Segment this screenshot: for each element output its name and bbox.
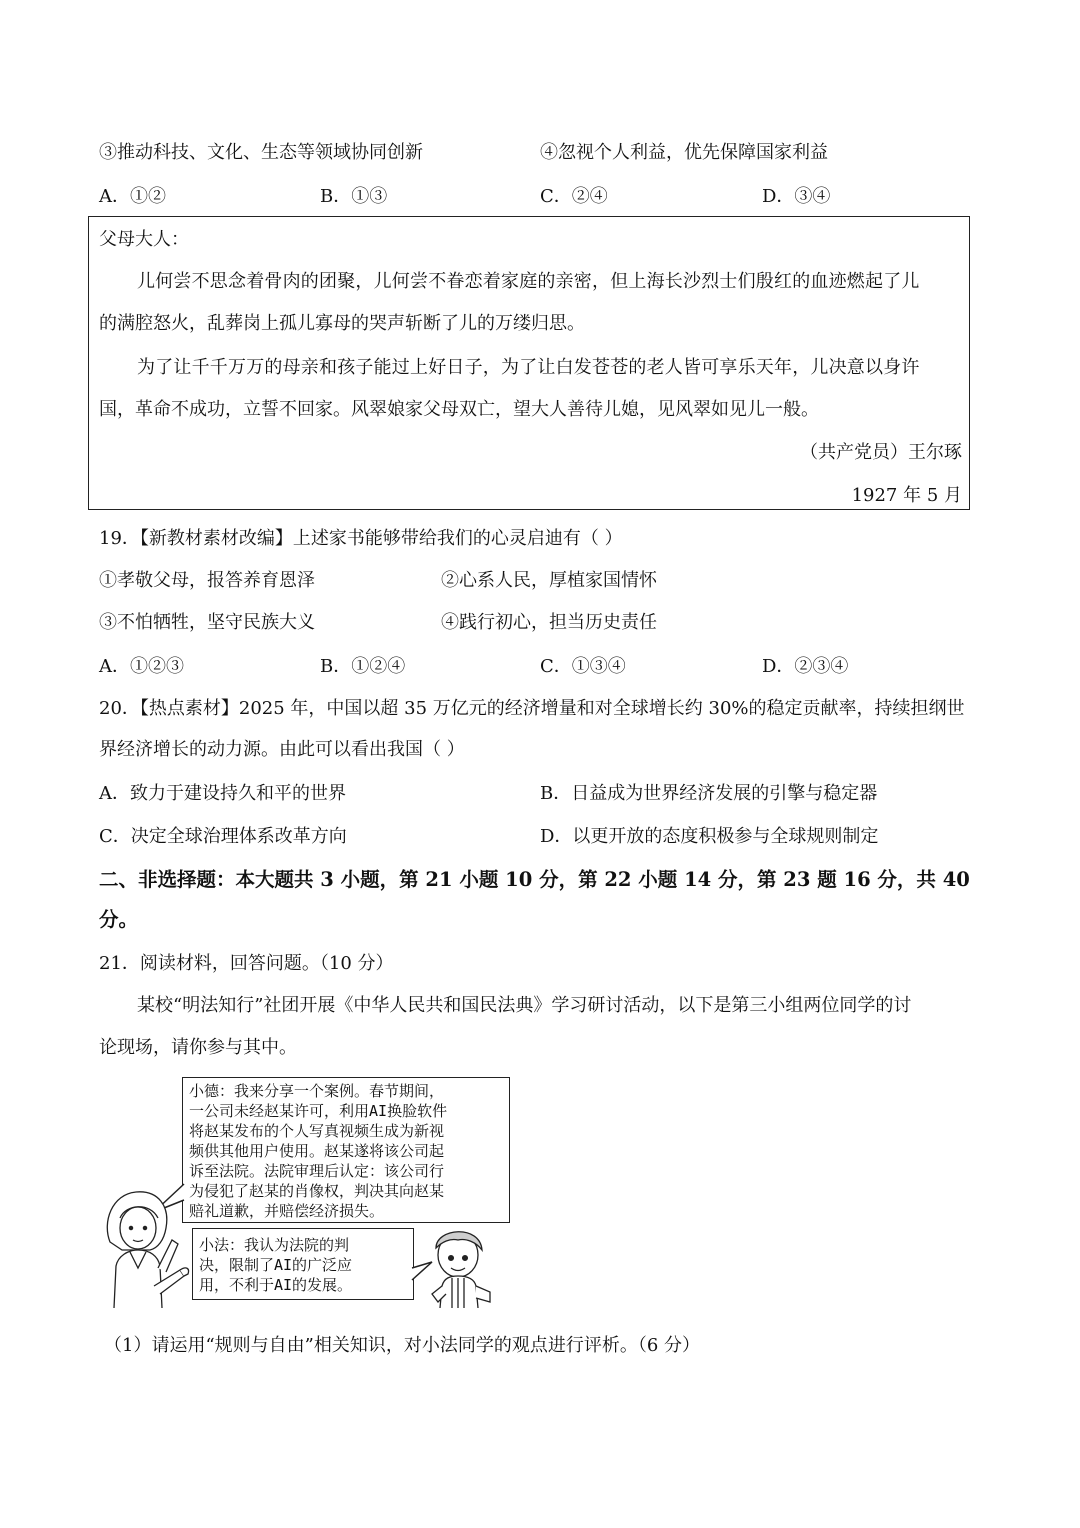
q18-choice-a: A．①② [99, 186, 166, 207]
q18-option-4: ④忽视个人利益，优先保障国家利益 [540, 142, 828, 163]
q21-stem: 21．阅读材料，回答问题。（10 分） [99, 953, 394, 974]
bubble-line: 用，不利于AI的发展。 [199, 1276, 353, 1294]
q18-choice-c: C．②④ [540, 186, 608, 207]
q20-stem-line-1: 20．【热点素材】2025 年，中国以超 35 万亿元的经济增量和对全球增长约 30%的稳定贡献率，持续担纲世 [99, 698, 965, 719]
section-2-heading-line-1: 二、非选择题：本大题共 3 小题，第 21 小题 10 分，第 22 小题 14 分，第 23 题 16 分，共 40 [99, 868, 970, 891]
q20-choice-a: A．致力于建设持久和平的世界 [99, 783, 346, 804]
q20-choice-b: B．日益成为世界经济发展的引擎与稳定器 [540, 783, 878, 804]
bubble-tail-xiaofa [412, 1262, 432, 1280]
q18-choice-b: B．①③ [320, 186, 388, 207]
q19-stem: 19．【新教材素材改编】上述家书能够带给我们的心灵启迪有（ ） [99, 528, 623, 549]
q18-option-3: ③推动科技、文化、生态等领域协同创新 [99, 142, 423, 163]
q20-stem-line-2: 界经济增长的动力源。由此可以看出我国（ ） [99, 739, 465, 760]
letter-paragraph-2-line-1: 为了让千千万万的母亲和孩子能过上好日子，为了让白发苍苍的老人皆可享乐天年，儿决意以身许 [137, 357, 920, 378]
q19-option-1: ①孝敬父母，报答养育恩泽 [99, 570, 315, 591]
bubble-line: 一公司未经赵某许可，利用AI换脸软件 [189, 1102, 448, 1120]
q21-intro-line-2: 论现场，请你参与其中。 [99, 1037, 297, 1058]
letter-paragraph-1-line-2: 的满腔怒火，乱葬岗上孤儿寡母的哭声斩断了儿的万缕归思。 [99, 313, 585, 334]
q19-choice-a: A．①②③ [99, 656, 184, 677]
bubble-line: 决，限制了AI的广泛应 [199, 1256, 353, 1274]
q19-choice-d: D．②③④ [762, 656, 849, 677]
q19-option-3: ③不怕牺牲，坚守民族大义 [99, 612, 315, 633]
bubble-line: 小法：我认为法院的判 [199, 1236, 350, 1254]
letter-salutation: 父母大人： [99, 229, 189, 250]
bubble-line: 将赵某发布的个人写真视频生成为新视 [189, 1122, 445, 1140]
bubble-line: 频供其他用户使用。赵某遂将该公司起 [189, 1142, 445, 1160]
q21-illustration [100, 1072, 520, 1308]
boy-figure-icon [432, 1232, 490, 1308]
cartoon-figures [100, 1072, 520, 1308]
q19-choice-c: C．①③④ [540, 656, 626, 677]
q20-choice-c: C．决定全球治理体系改革方向 [99, 826, 347, 847]
q21-subquestion-1: （1）请运用“规则与自由”相关知识，对小法同学的观点进行评析。（6 分） [104, 1335, 701, 1356]
q18-choice-d: D．③④ [762, 186, 831, 207]
bubble-line: 为侵犯了赵某的肖像权，判决其向赵某 [189, 1182, 445, 1200]
q19-choice-b: B．①②④ [320, 656, 406, 677]
bubble-line: 赔礼道歉，并赔偿经济损失。 [189, 1202, 385, 1220]
letter-paragraph-1-line-1: 儿何尝不思念着骨肉的团聚，儿何尝不眷恋着家庭的亲密，但上海长沙烈士们殷红的血迹燃起了儿 [137, 271, 920, 292]
q20-choice-d: D．以更开放的态度积极参与全球规则制定 [540, 826, 879, 847]
bubble-line: 诉至法院。法院审理后认定：该公司行 [189, 1162, 445, 1180]
q19-option-4: ④践行初心，担当历史责任 [441, 612, 657, 633]
q21-intro-line-1: 某校“明法知行”社团开展《中华人民共和国民法典》学习研讨活动，以下是第三小组两位同学的讨 [137, 995, 912, 1016]
letter-paragraph-2-line-2: 国，革命不成功，立誓不回家。风翠娘家父母双亡，望大人善待儿媳，见风翠如见儿一般。 [99, 399, 819, 420]
girl-figure-icon [107, 1192, 188, 1308]
letter-date: 1927 年 5 月 [851, 485, 962, 506]
q19-option-2: ②心系人民，厚植家国情怀 [441, 570, 657, 591]
bubble-line: 小德：我来分享一个案例。春节期间， [189, 1082, 445, 1100]
letter-signature: （共产党员）王尔琢 [800, 442, 962, 463]
section-2-heading-line-2: 分。 [99, 908, 139, 931]
